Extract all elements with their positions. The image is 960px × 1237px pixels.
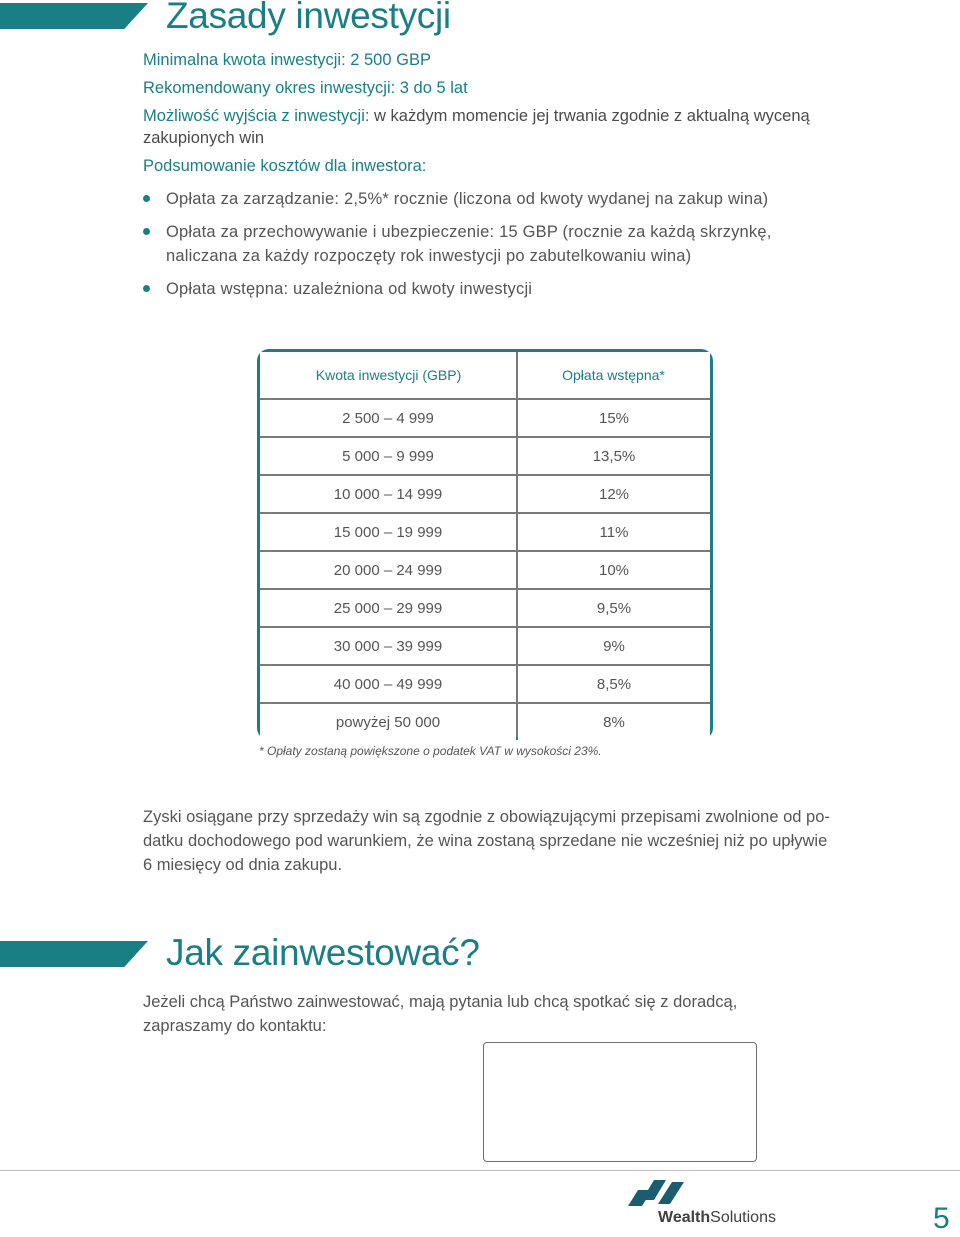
section-title-bar	[0, 941, 148, 967]
table-cell-amount: 15 000 – 19 999	[260, 514, 516, 550]
contact-box	[483, 1042, 757, 1162]
section-title-bar	[0, 3, 148, 29]
table-cell-fee: 12%	[518, 476, 710, 512]
logo-regular-part: Solutions	[710, 1209, 776, 1226]
table-header-fee: Opłata wstępna*	[517, 352, 710, 398]
bullet-icon	[143, 195, 150, 202]
table-cell-amount: 25 000 – 29 999	[260, 590, 516, 626]
exit-option-label: Możliwość wyjścia z inwestycji:	[143, 107, 370, 125]
bullet-text: Opłata za przechowywanie i ubezpieczenie: 15 GBP (rocznie za każdą skrzynkę,	[166, 223, 772, 241]
table-cell-amount: 10 000 – 14 999	[260, 476, 516, 512]
bullet-text-continued: naliczana za każdy rozpoczęty rok inwestycji po zabutelkowaniu wina)	[166, 247, 692, 265]
costs-heading: Podsumowanie kosztów dla inwestora:	[143, 157, 427, 175]
table-cell-fee: 13,5%	[518, 438, 710, 474]
table-cell-amount: 30 000 – 39 999	[260, 628, 516, 664]
footer-rule	[0, 1170, 960, 1171]
exit-option-value-2: zakupionych win	[143, 129, 265, 147]
bullet-icon	[143, 285, 150, 292]
company-logo-text	[658, 1209, 776, 1227]
exit-option-line-2	[143, 128, 264, 149]
investment-period-label: Rekomendowany okres inwestycji:	[143, 79, 396, 97]
table-cell-fee: 11%	[518, 514, 710, 550]
table-cell-fee: 9%	[518, 628, 710, 664]
section-title: Zasady inwestycji	[166, 0, 451, 36]
wealth-solutions-logo-icon	[628, 1176, 686, 1210]
exit-option-value: w każdym momencie jej trwania zgodnie z aktualną wyceną	[369, 107, 810, 125]
bullet-storage-fee	[143, 220, 772, 268]
investment-period-line	[143, 78, 468, 99]
table-cell-fee: 8%	[518, 704, 710, 740]
table-cell-amount: 5 000 – 9 999	[260, 438, 516, 474]
bullet-icon	[143, 228, 150, 235]
exit-option-line	[143, 106, 810, 127]
table-cell-amount: powyżej 50 000	[260, 704, 516, 740]
table-cell-amount: 40 000 – 49 999	[260, 666, 516, 702]
tax-paragraph-line-3: 6 miesięcy od dnia zakupu.	[143, 856, 343, 874]
table-cell-fee: 15%	[518, 400, 710, 436]
min-investment-value: 2 500 GBP	[345, 51, 431, 69]
bullet-entry-fee	[143, 277, 532, 301]
table-cell-amount: 2 500 – 4 999	[260, 400, 516, 436]
contact-intro-line-2: zapraszamy do kontaktu:	[143, 1017, 327, 1035]
bullet-management-fee	[143, 187, 768, 211]
table-cell-fee: 9,5%	[518, 590, 710, 626]
entry-fee-table	[257, 349, 713, 740]
page-number: 5	[933, 1202, 950, 1235]
tax-paragraph-line-2: datku dochodowego pod warunkiem, że wina zostaną sprzedane nie wcześniej niż po upływie	[143, 832, 828, 850]
table-footnote: * Opłaty zostaną powiększone o podatek VAT w wysokości 23%.	[259, 744, 602, 758]
table-cell-fee: 8,5%	[518, 666, 710, 702]
table-cell-fee: 10%	[518, 552, 710, 588]
logo-bold-part: Wealth	[658, 1209, 711, 1226]
table-cell-amount: 20 000 – 24 999	[260, 552, 516, 588]
min-investment-label: Minimalna kwota inwestycji:	[143, 51, 346, 69]
section-title: Jak zainwestować?	[166, 932, 480, 973]
min-investment-line	[143, 50, 431, 71]
table-header-amount: Kwota inwestycji (GBP)	[260, 352, 517, 398]
investment-period-value: 3 do 5 lat	[395, 79, 468, 97]
tax-paragraph-line-1: Zyski osiągane przy sprzedaży win są zgodnie z obowiązującymi przepisami zwolnione od po-	[143, 808, 830, 826]
bullet-text: Opłata wstępna: uzależniona od kwoty inwestycji	[166, 280, 533, 298]
contact-intro-line-1: Jeżeli chcą Państwo zainwestować, mają pytania lub chcą spotkać się z doradcą,	[143, 993, 738, 1011]
bullet-text: Opłata za zarządzanie: 2,5%* rocznie (liczona od kwoty wydanej na zakup wina)	[166, 190, 769, 208]
